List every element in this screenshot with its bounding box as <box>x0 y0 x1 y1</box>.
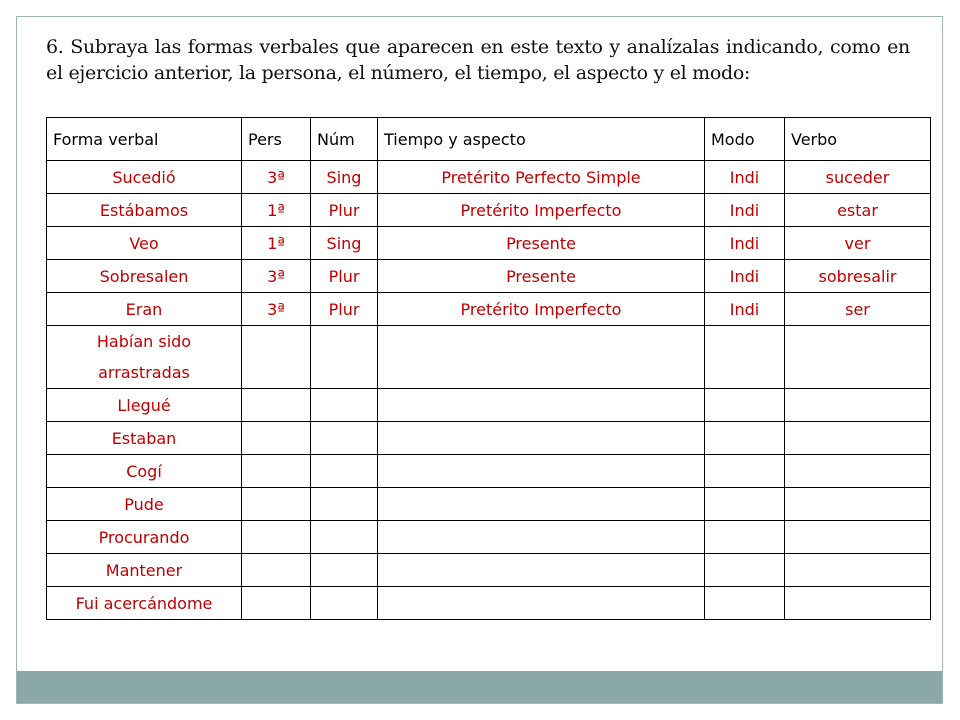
cell-num <box>311 389 378 422</box>
cell-num: Plur <box>311 260 378 293</box>
cell-pers <box>242 488 311 521</box>
cell-modo: Indi <box>705 260 785 293</box>
cell-tiempo-aspecto: Pretérito Imperfecto <box>378 293 705 326</box>
cell-verbo <box>785 422 931 455</box>
cell-pers: 3ª <box>242 161 311 194</box>
cell-forma-verbal: Procurando <box>47 521 242 554</box>
cell-num: Sing <box>311 161 378 194</box>
cell-forma-verbal: Sucedió <box>47 161 242 194</box>
cell-modo: Indi <box>705 194 785 227</box>
cell-tiempo-aspecto: Pretérito Perfecto Simple <box>378 161 705 194</box>
cell-num <box>311 488 378 521</box>
cell-modo: Indi <box>705 161 785 194</box>
table-row <box>47 587 931 620</box>
cell-forma-verbal: Mantener <box>47 554 242 587</box>
cell-pers <box>242 326 311 389</box>
cell-verbo: suceder <box>785 161 931 194</box>
header-verbo: Verbo <box>785 118 931 161</box>
cell-modo <box>705 326 785 389</box>
table-row <box>47 293 931 326</box>
header-modo: Modo <box>705 118 785 161</box>
table-row <box>47 227 931 260</box>
cell-num <box>311 422 378 455</box>
cell-tiempo-aspecto <box>378 554 705 587</box>
cell-modo <box>705 587 785 620</box>
cell-pers <box>242 422 311 455</box>
cell-num <box>311 521 378 554</box>
cell-modo <box>705 455 785 488</box>
cell-pers <box>242 587 311 620</box>
cell-modo: Indi <box>705 227 785 260</box>
cell-forma-verbal: Sobresalen <box>47 260 242 293</box>
cell-pers <box>242 521 311 554</box>
cell-tiempo-aspecto: Pretérito Imperfecto <box>378 194 705 227</box>
footer-band <box>17 671 942 703</box>
cell-verbo <box>785 587 931 620</box>
cell-tiempo-aspecto <box>378 389 705 422</box>
header-tiempo-aspecto: Tiempo y aspecto <box>378 118 705 161</box>
cell-pers <box>242 389 311 422</box>
cell-num: Sing <box>311 227 378 260</box>
cell-verbo: sobresalir <box>785 260 931 293</box>
cell-forma-verbal: Eran <box>47 293 242 326</box>
cell-modo: Indi <box>705 293 785 326</box>
cell-pers: 3ª <box>242 260 311 293</box>
cell-forma-verbal: Pude <box>47 488 242 521</box>
cell-tiempo-aspecto: Presente <box>378 227 705 260</box>
cell-num <box>311 554 378 587</box>
cell-num: Plur <box>311 194 378 227</box>
table-row <box>47 389 931 422</box>
cell-pers: 1ª <box>242 194 311 227</box>
cell-verbo: ser <box>785 293 931 326</box>
cell-tiempo-aspecto <box>378 587 705 620</box>
cell-forma-verbal: Cogí <box>47 455 242 488</box>
cell-verbo <box>785 326 931 389</box>
cell-verbo: estar <box>785 194 931 227</box>
cell-forma-verbal: Habían sido arrastradas <box>47 326 242 389</box>
cell-tiempo-aspecto <box>378 521 705 554</box>
header-pers: Pers <box>242 118 311 161</box>
cell-pers: 1ª <box>242 227 311 260</box>
table-row <box>47 326 931 389</box>
cell-modo <box>705 521 785 554</box>
cell-verbo <box>785 521 931 554</box>
header-num: Núm <box>311 118 378 161</box>
cell-verbo <box>785 488 931 521</box>
cell-verbo: ver <box>785 227 931 260</box>
cell-tiempo-aspecto <box>378 326 705 389</box>
table-row <box>47 161 931 194</box>
table-row <box>47 260 931 293</box>
table-row <box>47 422 931 455</box>
verb-analysis-table <box>46 117 931 620</box>
table-row <box>47 455 931 488</box>
cell-pers <box>242 455 311 488</box>
cell-forma-verbal: Llegué <box>47 389 242 422</box>
cell-tiempo-aspecto: Presente <box>378 260 705 293</box>
cell-modo <box>705 422 785 455</box>
cell-num <box>311 326 378 389</box>
cell-forma-verbal: Estaban <box>47 422 242 455</box>
cell-forma-verbal: Estábamos <box>47 194 242 227</box>
cell-num: Plur <box>311 293 378 326</box>
table-row <box>47 488 931 521</box>
cell-tiempo-aspecto <box>378 455 705 488</box>
cell-verbo <box>785 389 931 422</box>
cell-forma-verbal: Fui acercándome <box>47 587 242 620</box>
cell-verbo <box>785 455 931 488</box>
cell-modo <box>705 389 785 422</box>
cell-modo <box>705 554 785 587</box>
header-forma-verbal: Forma verbal <box>47 118 242 161</box>
cell-pers <box>242 554 311 587</box>
table-row <box>47 554 931 587</box>
table-row <box>47 194 931 227</box>
cell-num <box>311 455 378 488</box>
exercise-instruction: 6. Subraya las formas verbales que aparecen en este texto y analízalas indicando, como en el ejercicio anterior, la persona, el número, el tiempo, el aspecto y el modo: <box>46 36 910 84</box>
cell-modo <box>705 488 785 521</box>
cell-forma-verbal: Veo <box>47 227 242 260</box>
cell-tiempo-aspecto <box>378 422 705 455</box>
cell-num <box>311 587 378 620</box>
cell-pers: 3ª <box>242 293 311 326</box>
cell-verbo <box>785 554 931 587</box>
cell-tiempo-aspecto <box>378 488 705 521</box>
table-header-row <box>47 118 931 161</box>
table-row <box>47 521 931 554</box>
